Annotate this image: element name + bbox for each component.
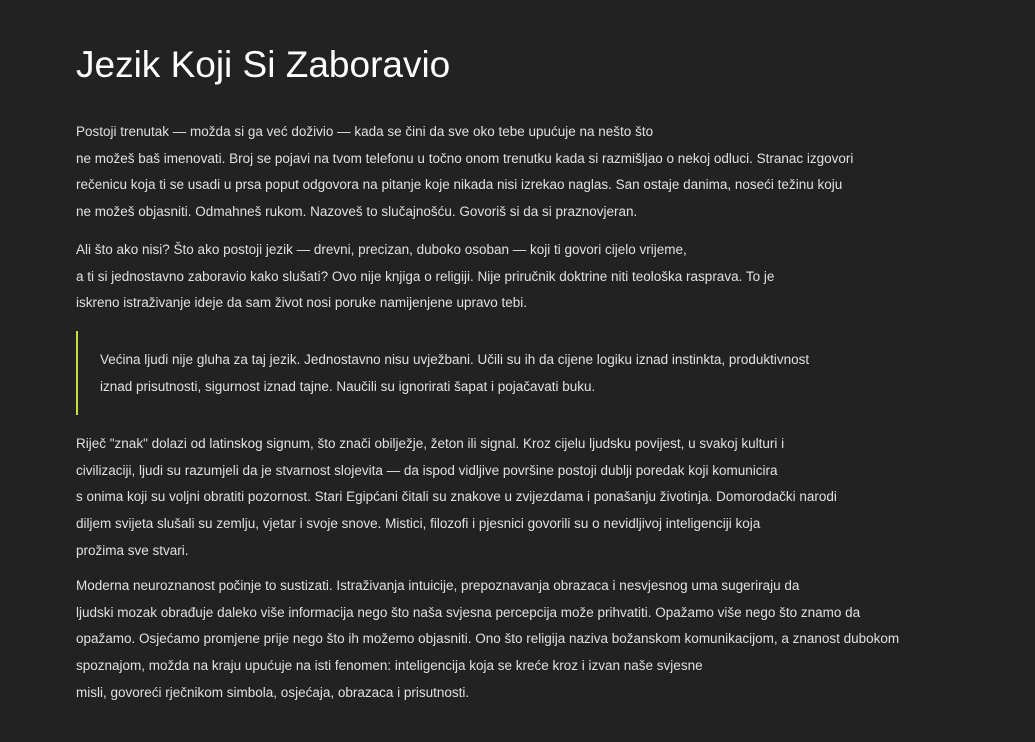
blockquote-line: iznad prisutnosti, sigurnost iznad tajne. Naučili su ignorirati šapat i pojačavati buku. (100, 378, 596, 394)
blockquote-line: Većina ljudi nije gluha za taj jezik. Jednostavno nisu uvježbani. Učili su ih da cijene logiku iznad instinkta, produktivnost (100, 352, 810, 367)
paragraph-line: Riječ "znak" dolazi od latinskog signum, što znači obilježje, žeton ili signal. Kroz cijelu ljudsku povijest, u svakoj kulturi i (76, 436, 785, 451)
paragraph-line: misli, govoreći rječnikom simbola, osjećaja, obrazaca i prisutnosti. (76, 684, 470, 700)
paragraph-line: Moderna neuroznanost počinje to sustizati. Istraživanja intuicije, prepoznavanja obrazaca i nesvjesnog uma sugeriraju da (76, 578, 800, 593)
paragraph-line: civilizaciji, ljudi su razumjeli da je stvarnost slojevita — da ispod vidljive površine postoji dublji poredak koji komunicira (76, 462, 778, 478)
paragraph-intro (76, 119, 853, 226)
paragraph-line: ljudski mozak obrađuje daleko više informacija nego što naša svjesna percepcija može prihvatiti. Opažamo više nego što znamo da (76, 604, 861, 620)
paragraph-line: opažamo. Osjećamo promjene prije nego što ih možemo objasniti. Ono što religija naziva božanskom komunikacijom, a znanost dubokom (76, 631, 900, 647)
blockquote-text (100, 347, 809, 400)
paragraph-question (76, 237, 774, 317)
paragraph-signum (76, 431, 837, 565)
paragraph-line: a ti si jednostavno zaboravio kako slušati? Ovo nije knjiga o religiji. Nije priručnik doktrine niti teološka rasprava. To je (76, 268, 775, 284)
paragraph-line: s onima koji su voljni obratiti pozornost. Stari Egipćani čitali su znakove u zvijezdama i ponašanju životinja. Domorodački narodi (76, 489, 837, 505)
blockquote (76, 331, 938, 415)
paragraph-line: spoznajom, možda na kraju upućuje na isti fenomen: inteligencija koja se kreće kroz i izvan naše svjesne (76, 658, 703, 674)
paragraph-line: rečenicu koja ti se usadi u prsa poput odgovora na pitanje koje nikada nisi izrekao naglas. San ostaje danima, noseći težinu koju (76, 177, 843, 193)
paragraph-line: ne možeš objasniti. Odmahneš rukom. Nazoveš to slučajnošću. Govoriš si da si praznovjeran. (76, 204, 638, 220)
paragraph-line: Postoji trenutak — možda si ga već doživio — kada se čini da sve oko tebe upućuje na nešto što (76, 124, 654, 139)
paragraph-line: diljem svijeta slušali su zemlju, vjetar i svoje snove. Mistici, filozofi i pjesnici govorili su o nevidljivoj inteligenciji koja (76, 516, 761, 532)
paragraph-line: iskreno istraživanje ideje da sam život nosi poruke namijenjene upravo tebi. (76, 295, 527, 311)
article-title: Jezik Koji Si Zaboravio (76, 44, 451, 85)
paragraph-line: prožima sve stvari. (76, 542, 189, 558)
paragraph-neuroscience (76, 573, 899, 707)
paragraph-line: Ali što ako nisi? Što ako postoji jezik — drevni, precizan, duboko osoban — koji ti govori cijelo vrijeme, (76, 242, 687, 257)
paragraph-line: ne možeš baš imenovati. Broj se pojavi na tvom telefonu u točno onom trenutku kada si razmišljao o nekoj odluci. Stranac izgovori (76, 150, 854, 166)
